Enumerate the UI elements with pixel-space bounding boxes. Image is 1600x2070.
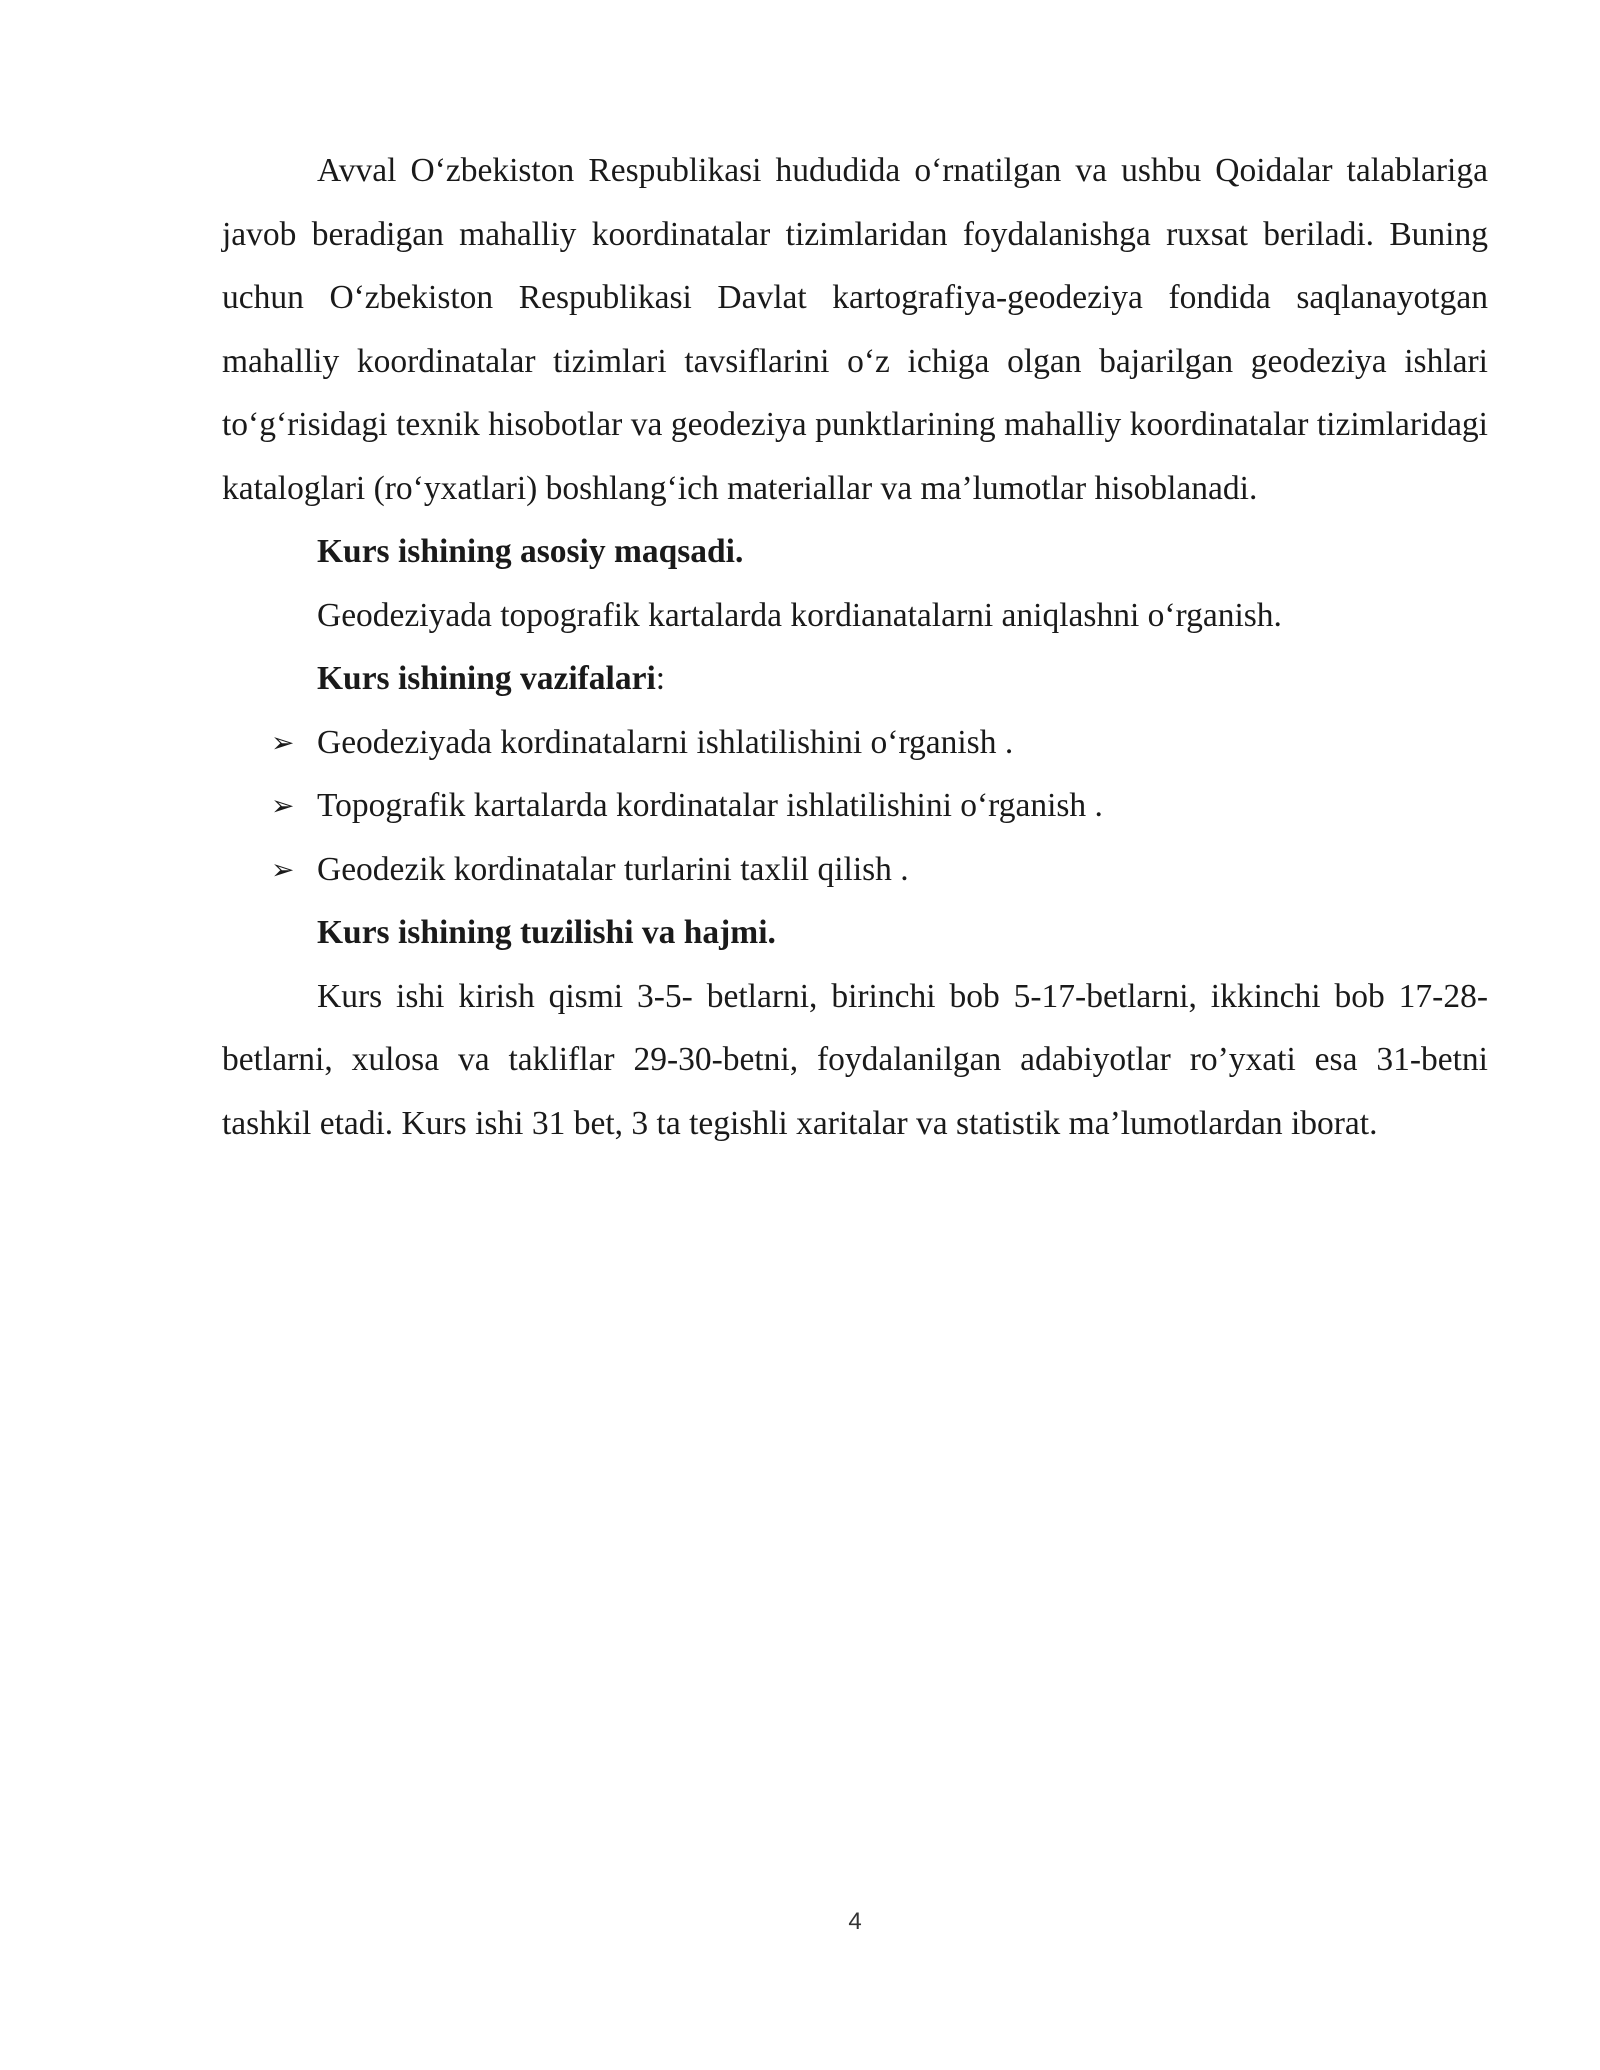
task-list-item	[222, 774, 1488, 838]
task-item-text: Geodezik kordinatalar turlarini taxlil qilish .	[317, 850, 909, 888]
task-list-item	[222, 838, 1488, 902]
arrow-bullet-icon: ➢	[271, 852, 295, 886]
intro-paragraph: Avval O‘zbekiston Respublikasi hududida o‘rnatilgan va ushbu Qoidalar talablariga javob beradigan mahalliy koordinatalar tizimlaridan foydalanishga ruxsat beriladi. Buning uchun O‘zbekiston Respublikasi Davlat kartografiya-geodeziya fondida saqlanayotgan mahalliy koordinatalar tizimlari tavsiflarini o‘z ichiga olgan bajarilgan geodeziya ishlari to‘g‘risidagi texnik hisobotlar va geodeziya punktlarining mahalliy koordinatalar tizimlaridagi kataloglari (ro‘yxatlari) boshlang‘ich materiallar va ma’lumotlar hisoblanadi.	[222, 152, 1488, 507]
tasks-heading-colon: :	[655, 660, 666, 697]
structure-heading: Kurs ishining tuzilishi va hajmi.	[317, 914, 776, 951]
goal-heading: Kurs ishining asosiy maqsadi.	[317, 533, 744, 570]
tasks-heading: Kurs ishining vazifalari	[317, 660, 656, 697]
task-item-text: Topografik kartalarda kordinatalar ishlatilishini o‘rganish .	[317, 787, 1103, 824]
page-number: 4	[848, 1908, 862, 1935]
goal-text: Geodeziyada topografik kartalarda kordianatalarni aniqlashni o‘rganish.	[317, 596, 1282, 634]
page-content	[222, 139, 1488, 1155]
arrow-bullet-icon: ➢	[271, 789, 295, 822]
tasks-heading-line	[222, 647, 1488, 711]
task-list-item	[222, 711, 1488, 775]
arrow-bullet-icon: ➢	[271, 725, 295, 759]
task-item-text: Geodeziyada kordinatalarni ishlatilishini o‘rganish .	[317, 723, 1014, 761]
structure-paragraph: Kurs ishi kirish qismi 3-5- betlarni, birinchi bob 5-17-betlarni, ikkinchi bob 17-28-betlarni, xulosa va takliflar 29-30-betni, foydalanilgan adabiyotlar ro’yxati esa 31-betni tashkil etadi. Kurs ishi 31 bet, 3 ta tegishli xaritalar va statistik ma’lumotlardan iborat.	[222, 977, 1488, 1142]
